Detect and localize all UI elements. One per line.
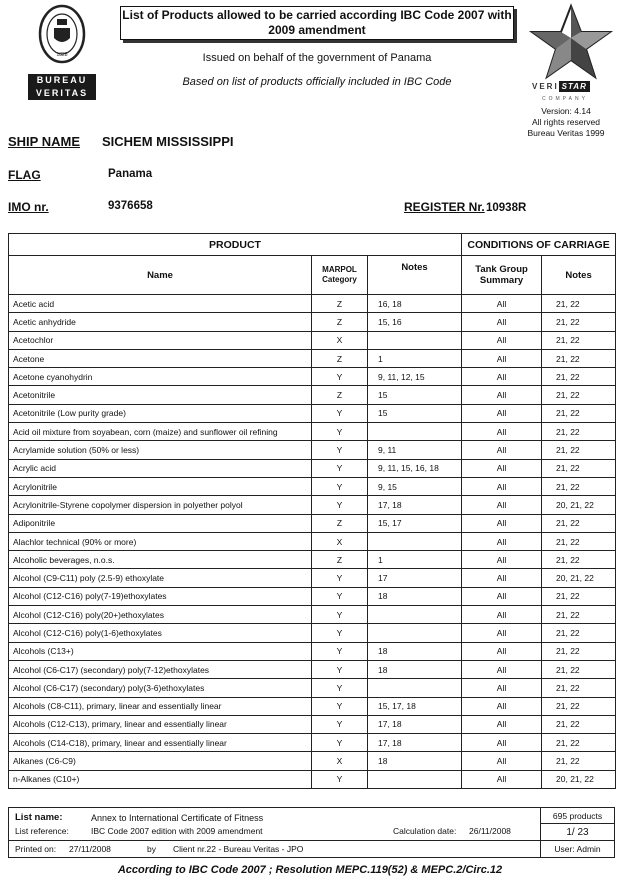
table-row <box>9 368 616 386</box>
tank-group-cell: All <box>462 752 542 770</box>
tank-group-cell: All <box>462 660 542 678</box>
product-name-cell: Acetochlor <box>9 331 312 349</box>
product-name-cell: Acetonitrile (Low purity grade) <box>9 404 312 422</box>
tank-group-cell: All <box>462 606 542 624</box>
tank-group-cell: All <box>462 551 542 569</box>
product-notes-cell: 15, 17, 18 <box>368 697 462 715</box>
table-row <box>9 386 616 404</box>
footer-divider <box>9 840 541 841</box>
veristar-name <box>532 82 616 96</box>
table-row <box>9 459 616 477</box>
marpol-category-cell: Y <box>312 624 368 642</box>
tank-group-cell: All <box>462 459 542 477</box>
tank-group-cell: All <box>462 770 542 788</box>
table-row <box>9 715 616 733</box>
tank-group-cell: All <box>462 569 542 587</box>
carriage-notes-cell: 21, 22 <box>542 349 616 367</box>
flag-label: FLAG <box>8 168 41 182</box>
tank-group-cell: All <box>462 734 542 752</box>
tank-group-cell: All <box>462 404 542 422</box>
product-notes-cell: 9, 11 <box>368 441 462 459</box>
issued-on-behalf: Issued on behalf of the government of Panama <box>202 52 432 64</box>
table-row <box>9 660 616 678</box>
marpol-category-cell: Y <box>312 660 368 678</box>
marpol-category-cell: Y <box>312 477 368 495</box>
version-number: Version: 4.14 <box>541 106 591 116</box>
tank-group-cell: All <box>462 349 542 367</box>
carriage-notes-cell: 21, 22 <box>542 752 616 770</box>
products-count: 695 products <box>541 808 614 824</box>
according-to-footnote: According to IBC Code 2007 ; Resolution MEPC.119(52) & MEPC.2/Circ.12 <box>117 864 503 876</box>
table-row <box>9 569 616 587</box>
marpol-category-cell: Z <box>312 514 368 532</box>
tank-group-cell: All <box>462 386 542 404</box>
tank-group-cell: All <box>462 477 542 495</box>
product-name-cell: Acetic acid <box>9 295 312 313</box>
tank-header-line2: Summary <box>479 275 524 286</box>
printed-on-label: Printed on: <box>15 844 57 854</box>
user-info <box>541 841 614 857</box>
veristar-suffix: STAR <box>559 81 590 92</box>
marpol-category-cell: Y <box>312 496 368 514</box>
product-notes-cell <box>368 679 462 697</box>
product-notes-cell <box>368 606 462 624</box>
by-label: by <box>147 844 156 854</box>
tank-group-cell: All <box>462 642 542 660</box>
carriage-notes-cell: 21, 22 <box>542 624 616 642</box>
carriage-notes-cell: 21, 22 <box>542 532 616 550</box>
marpol-category-cell: Y <box>312 569 368 587</box>
footer-left <box>9 808 541 857</box>
carriage-notes-cell: 21, 22 <box>542 313 616 331</box>
name-column-header: Name <box>9 256 312 295</box>
bv-logo-line2: VERITAS <box>35 88 89 98</box>
imo-value: 9376658 <box>108 200 153 212</box>
table-row <box>9 679 616 697</box>
table-row <box>9 349 616 367</box>
product-name-cell: Acrylamide solution (50% or less) <box>9 441 312 459</box>
carriage-notes-cell: 20, 21, 22 <box>542 770 616 788</box>
carriage-notes-cell: 21, 22 <box>542 423 616 441</box>
version-info <box>520 106 612 139</box>
product-name-cell: Alcohol (C9-C11) poly (2.5-9) ethoxylate <box>9 569 312 587</box>
carriage-notes-cell: 21, 22 <box>542 715 616 733</box>
table-row <box>9 295 616 313</box>
list-reference-label: List reference: <box>15 826 69 836</box>
product-notes-cell: 9, 11, 15, 16, 18 <box>368 459 462 477</box>
marpol-category-cell: X <box>312 331 368 349</box>
carriage-notes-cell: 21, 22 <box>542 295 616 313</box>
product-name-cell: n-Alkanes (C10+) <box>9 770 312 788</box>
product-notes-cell: 17, 18 <box>368 496 462 514</box>
product-name-cell: Alcohol (C6-C17) (secondary) poly(3-6)ethoxylates <box>9 679 312 697</box>
tank-group-cell: All <box>462 624 542 642</box>
tank-group-cell: All <box>462 514 542 532</box>
product-name-cell: Acetonitrile <box>9 386 312 404</box>
tank-group-cell: All <box>462 423 542 441</box>
carriage-notes-cell: 21, 22 <box>542 587 616 605</box>
table-row <box>9 697 616 715</box>
tank-group-cell: All <box>462 441 542 459</box>
table-row <box>9 404 616 422</box>
svg-text:1828: 1828 <box>56 52 68 58</box>
tank-header-line1: Tank Group <box>475 264 528 275</box>
table-row <box>9 331 616 349</box>
carriage-notes-cell: 21, 22 <box>542 514 616 532</box>
notes-column-header: Notes <box>368 256 462 295</box>
tank-group-cell: All <box>462 331 542 349</box>
product-name-cell: Acrylic acid <box>9 459 312 477</box>
marpol-category-cell: Y <box>312 770 368 788</box>
product-notes-cell: 18 <box>368 660 462 678</box>
marpol-category-cell: Y <box>312 697 368 715</box>
tank-group-cell: All <box>462 368 542 386</box>
marpol-category-cell: X <box>312 532 368 550</box>
bv-logo-box <box>28 74 96 100</box>
product-group-header: PRODUCT <box>9 234 462 256</box>
carriage-notes-cell: 21, 22 <box>542 331 616 349</box>
product-notes-cell <box>368 423 462 441</box>
register-label: REGISTER Nr. <box>404 200 485 214</box>
by-value: Client nr.22 - Bureau Veritas - JPO <box>173 844 304 854</box>
footer-box <box>8 807 615 858</box>
table-row <box>9 496 616 514</box>
flag-value: Panama <box>108 168 153 180</box>
marpol-category-cell: Y <box>312 368 368 386</box>
table-row <box>9 514 616 532</box>
product-name-cell: Alcohols (C8-C11), primary, linear and essentially linear <box>9 697 312 715</box>
marpol-column-header <box>312 256 368 295</box>
carriage-notes-cell: 21, 22 <box>542 477 616 495</box>
tank-group-cell: All <box>462 295 542 313</box>
document-title: List of Products allowed to be carried according IBC Code 2007 with 2009 amendment <box>120 6 514 40</box>
product-name-cell: Alkanes (C6-C9) <box>9 752 312 770</box>
product-name-cell: Alcohol (C6-C17) (secondary) poly(7-12)ethoxylates <box>9 660 312 678</box>
product-notes-cell: 17 <box>368 569 462 587</box>
marpol-header-line1: MARPOL <box>322 265 357 274</box>
product-name-cell: Acid oil mixture from soyabean, corn (maize) and sunflower oil refining <box>9 423 312 441</box>
product-notes-cell: 16, 18 <box>368 295 462 313</box>
user-label: User: <box>554 844 575 854</box>
table-row <box>9 752 616 770</box>
table-row <box>9 313 616 331</box>
product-notes-cell: 17, 18 <box>368 734 462 752</box>
veristar-prefix: VERI <box>532 82 559 91</box>
marpol-category-cell: Y <box>312 404 368 422</box>
marpol-category-cell: Z <box>312 386 368 404</box>
carriage-notes-cell: 21, 22 <box>542 734 616 752</box>
product-name-cell: Acetic anhydride <box>9 313 312 331</box>
carriage-notes-column-header: Notes <box>542 256 616 295</box>
carriage-notes-cell: 21, 22 <box>542 404 616 422</box>
product-name-cell: Alcohols (C14-C18), primary, linear and essentially linear <box>9 734 312 752</box>
table-row <box>9 734 616 752</box>
marpol-category-cell: Y <box>312 734 368 752</box>
product-name-cell: Acetone cyanohydrin <box>9 368 312 386</box>
ship-name-label: SHIP NAME <box>8 134 80 149</box>
veristar-tagline: COMPANY <box>542 96 588 102</box>
tank-group-cell: All <box>462 715 542 733</box>
marpol-category-cell: X <box>312 752 368 770</box>
product-notes-cell: 18 <box>368 752 462 770</box>
bv-logo-line1: BUREAU <box>36 75 88 85</box>
rights-reserved: All rights reserved <box>531 117 601 127</box>
tank-group-cell: All <box>462 679 542 697</box>
product-name-cell: Alcohols (C12-C13), primary, linear and essentially linear <box>9 715 312 733</box>
ship-name-value: SICHEM MISSISSIPPI <box>102 134 234 149</box>
bureau-veritas-seal-icon <box>38 4 86 64</box>
bureau-veritas-logo <box>28 4 98 96</box>
product-notes-cell: 15 <box>368 386 462 404</box>
imo-label: IMO nr. <box>8 200 49 214</box>
register-value: 10938R <box>486 202 527 214</box>
based-on-note: Based on list of products officially included in IBC Code <box>182 76 452 88</box>
copyright: Bureau Veritas 1999 <box>527 128 605 138</box>
footer-right <box>541 808 614 857</box>
product-notes-cell: 18 <box>368 587 462 605</box>
carriage-notes-cell: 21, 22 <box>542 386 616 404</box>
products-table-body <box>9 295 616 789</box>
product-notes-cell <box>368 624 462 642</box>
product-name-cell: Acrylonitrile-Styrene copolymer dispersion in polyether polyol <box>9 496 312 514</box>
product-notes-cell: 9, 11, 12, 15 <box>368 368 462 386</box>
carriage-notes-cell: 21, 22 <box>542 660 616 678</box>
marpol-category-cell: Y <box>312 715 368 733</box>
calculation-date-label: Calculation date: <box>393 826 457 836</box>
carriage-notes-cell: 21, 22 <box>542 551 616 569</box>
product-name-cell: Acetone <box>9 349 312 367</box>
product-notes-cell: 1 <box>368 349 462 367</box>
table-row <box>9 532 616 550</box>
carriage-notes-cell: 21, 22 <box>542 459 616 477</box>
tank-group-cell: All <box>462 313 542 331</box>
product-notes-cell: 15, 16 <box>368 313 462 331</box>
product-notes-cell <box>368 331 462 349</box>
calculation-date-value: 26/11/2008 <box>469 826 511 836</box>
marpol-category-cell: Z <box>312 349 368 367</box>
table-row <box>9 551 616 569</box>
marpol-category-cell: Y <box>312 606 368 624</box>
carriage-notes-cell: 21, 22 <box>542 368 616 386</box>
table-row <box>9 624 616 642</box>
marpol-header-line2: Category <box>322 275 357 284</box>
marpol-category-cell: Y <box>312 423 368 441</box>
tank-group-column-header <box>462 256 542 295</box>
product-notes-cell: 15 <box>368 404 462 422</box>
veristar-logo <box>528 2 614 102</box>
table-row <box>9 770 616 788</box>
marpol-category-cell: Y <box>312 679 368 697</box>
product-notes-cell: 17, 18 <box>368 715 462 733</box>
products-table <box>8 233 616 789</box>
printed-on-value: 27/11/2008 <box>69 844 111 854</box>
carriage-notes-cell: 21, 22 <box>542 606 616 624</box>
marpol-category-cell: Y <box>312 459 368 477</box>
conditions-group-header: CONDITIONS OF CARRIAGE <box>462 234 616 256</box>
product-name-cell: Alcohol (C12-C16) poly(1-6)ethoxylates <box>9 624 312 642</box>
carriage-notes-cell: 21, 22 <box>542 441 616 459</box>
carriage-notes-cell: 21, 22 <box>542 642 616 660</box>
star-icon <box>528 2 614 82</box>
table-row <box>9 606 616 624</box>
product-name-cell: Alachlor technical (90% or more) <box>9 532 312 550</box>
user-value: Admin <box>576 844 601 854</box>
marpol-category-cell: Y <box>312 441 368 459</box>
list-name-value: Annex to International Certificate of Fitness <box>91 813 264 823</box>
product-name-cell: Alcoholic beverages, n.o.s. <box>9 551 312 569</box>
tank-group-cell: All <box>462 697 542 715</box>
table-row <box>9 587 616 605</box>
product-name-cell: Adiponitrile <box>9 514 312 532</box>
tank-group-cell: All <box>462 496 542 514</box>
marpol-category-cell: Z <box>312 551 368 569</box>
marpol-category-cell: Z <box>312 313 368 331</box>
carriage-notes-cell: 20, 21, 22 <box>542 569 616 587</box>
product-notes-cell: 18 <box>368 642 462 660</box>
carriage-notes-cell: 20, 21, 22 <box>542 496 616 514</box>
list-name-label: List name: <box>15 812 63 823</box>
product-notes-cell: 15, 17 <box>368 514 462 532</box>
product-name-cell: Acrylonitrile <box>9 477 312 495</box>
product-notes-cell <box>368 532 462 550</box>
table-row <box>9 423 616 441</box>
tank-group-cell: All <box>462 587 542 605</box>
product-name-cell: Alcohols (C13+) <box>9 642 312 660</box>
table-row <box>9 642 616 660</box>
product-notes-cell <box>368 770 462 788</box>
marpol-category-cell: Z <box>312 295 368 313</box>
product-notes-cell: 1 <box>368 551 462 569</box>
carriage-notes-cell: 21, 22 <box>542 697 616 715</box>
product-name-cell: Alcohol (C12-C16) poly(20+)ethoxylates <box>9 606 312 624</box>
list-reference-value: IBC Code 2007 edition with 2009 amendment <box>91 826 263 836</box>
carriage-notes-cell: 21, 22 <box>542 679 616 697</box>
product-notes-cell: 9, 15 <box>368 477 462 495</box>
product-name-cell: Alcohol (C12-C16) poly(7-19)ethoxylates <box>9 587 312 605</box>
table-row <box>9 441 616 459</box>
marpol-category-cell: Y <box>312 642 368 660</box>
marpol-category-cell: Y <box>312 587 368 605</box>
table-row <box>9 477 616 495</box>
page-number: 1/ 23 <box>541 824 614 841</box>
tank-group-cell: All <box>462 532 542 550</box>
